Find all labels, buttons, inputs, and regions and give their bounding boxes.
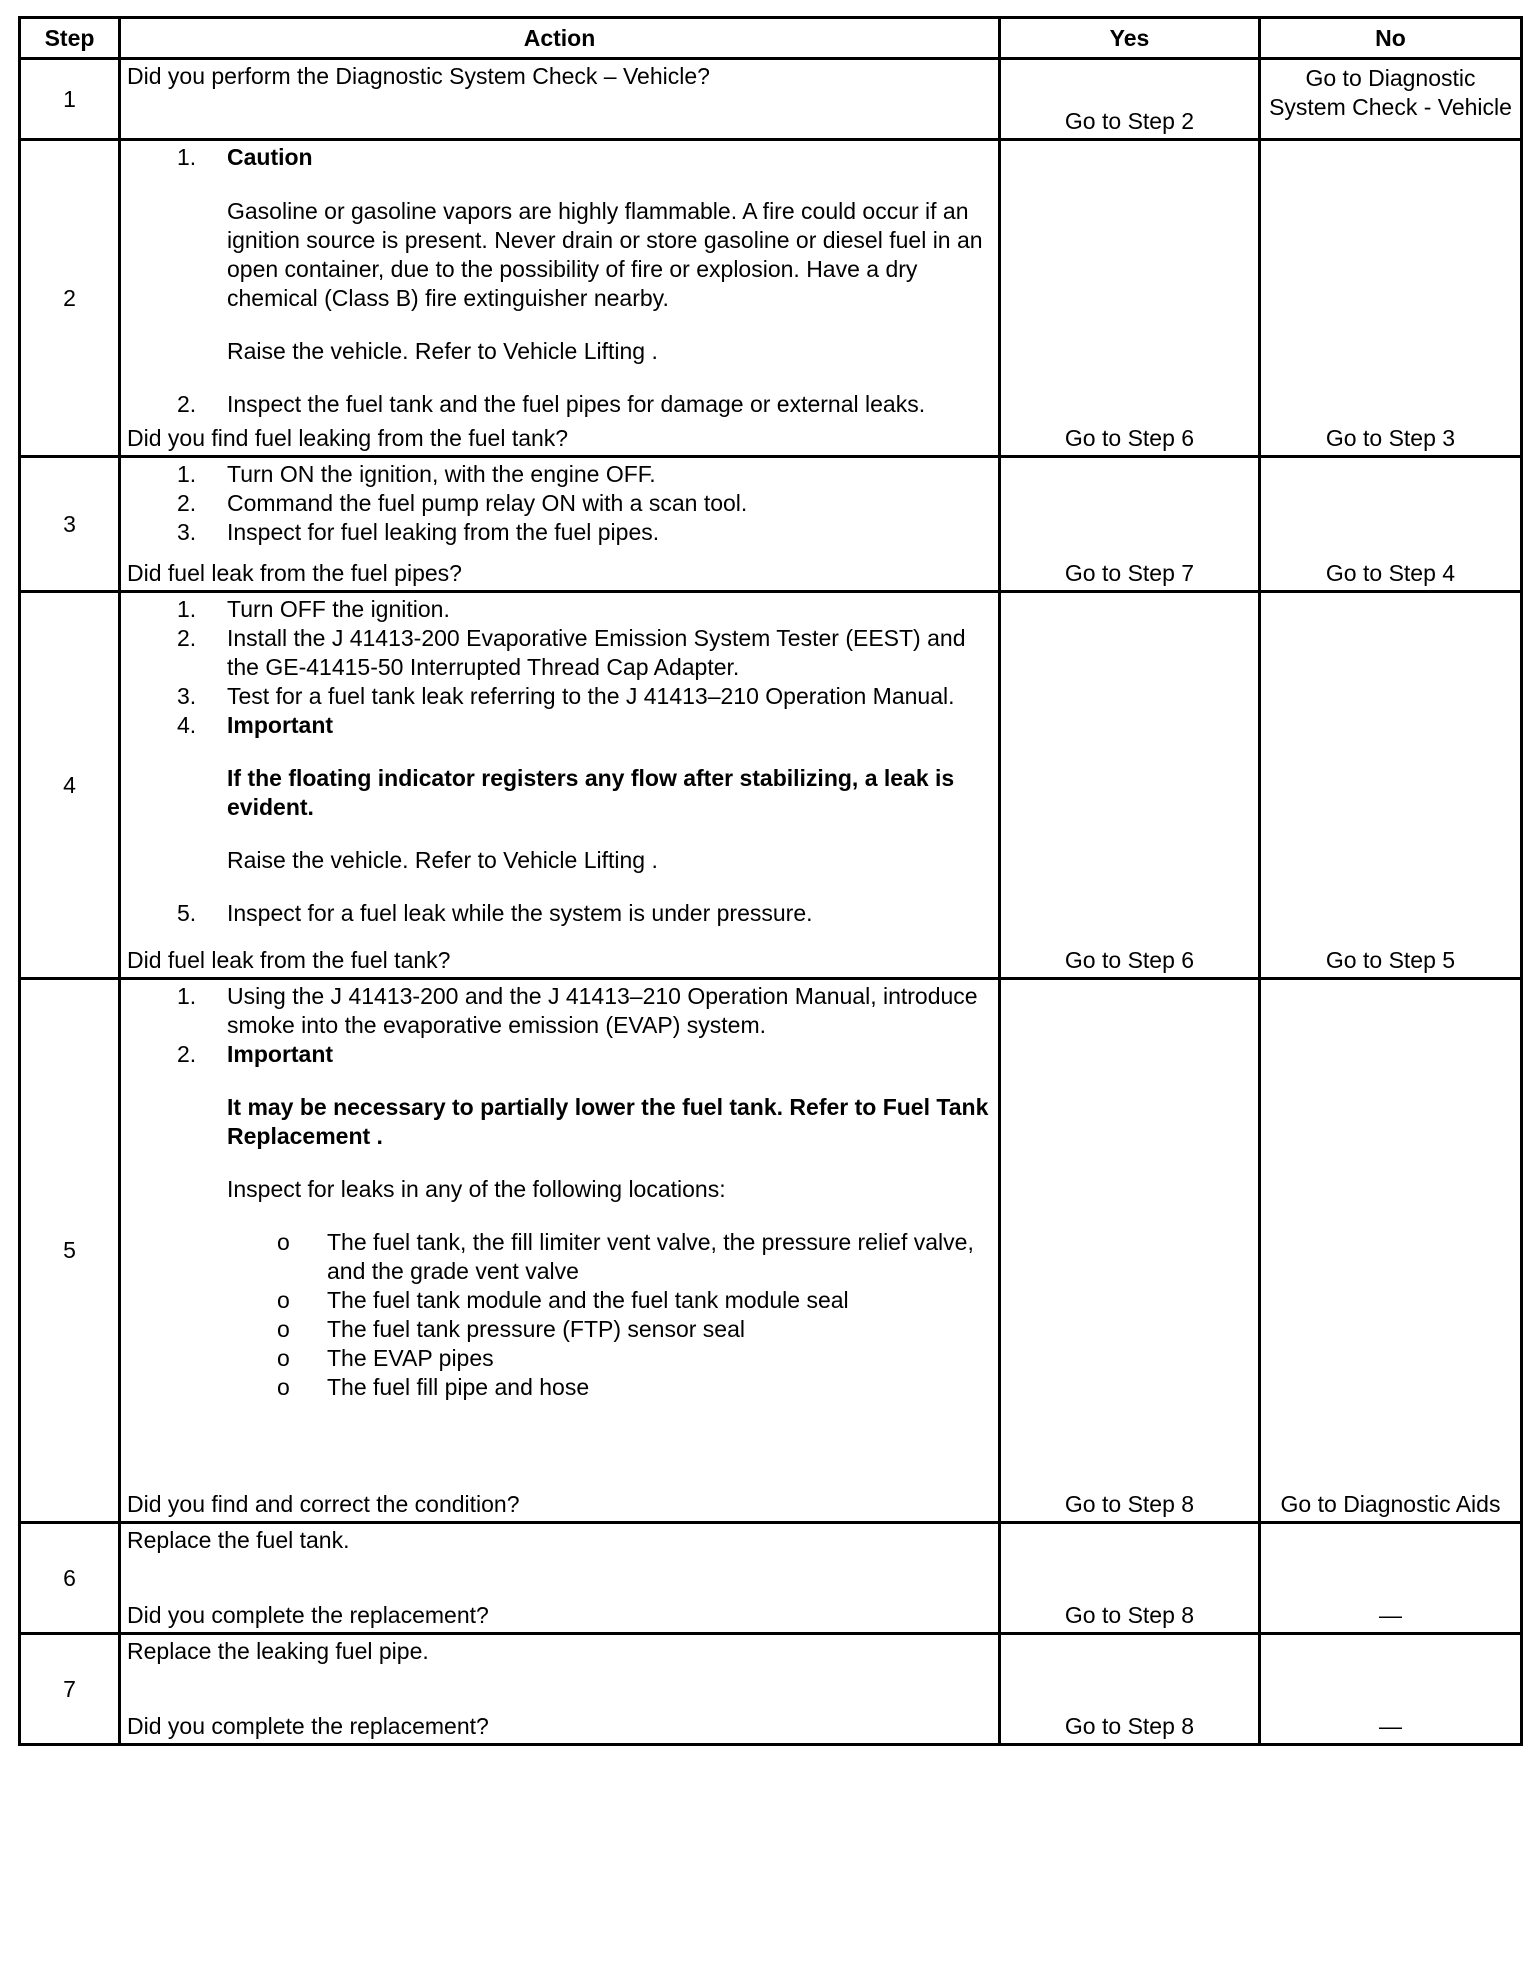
no-text: — <box>1379 1713 1402 1739</box>
item-number: 2. <box>177 1041 197 1067</box>
bullet-icon: o <box>277 1374 290 1400</box>
step-number: 3 <box>20 457 120 592</box>
question-text: Did you find fuel leaking from the fuel tank? <box>127 425 569 451</box>
bullet-icon: o <box>277 1287 290 1313</box>
yes-cell <box>1000 592 1260 979</box>
caution-title: Caution <box>227 144 313 170</box>
yes-text: Go to Step 6 <box>1064 947 1195 973</box>
list-item <box>127 1286 992 1315</box>
header-step: Step <box>20 18 120 59</box>
yes-text: Go to Step 8 <box>1064 1713 1195 1739</box>
instruction-text: Replace the fuel tank. <box>127 1527 350 1553</box>
caution-text: Gasoline or gasoline vapors are highly flammable. A fire could occur if an ignition source is present. Never drain or store gasoline or diesel fuel in an open container, due to the possibility of fire or explosion. Have a dry chemical (Class B) fire extinguisher nearby. <box>227 198 983 311</box>
list-item <box>127 1315 992 1344</box>
table-row <box>20 1523 1522 1634</box>
list-item <box>127 460 992 489</box>
bullet-icon: o <box>277 1345 290 1371</box>
header-no: No <box>1260 18 1522 59</box>
no-text: Go to Step 4 <box>1325 560 1456 586</box>
header-yes: Yes <box>1000 18 1260 59</box>
list-item <box>127 390 992 419</box>
list-item <box>127 1040 992 1402</box>
step-number: 4 <box>20 592 120 979</box>
location-text: The fuel fill pipe and hose <box>327 1374 590 1400</box>
list-item <box>127 624 992 682</box>
item-text: Using the J 41413-200 and the J 41413–210 Operation Manual, introduce smoke into the evaporative emission (EVAP) system. <box>227 983 978 1038</box>
location-list <box>127 1228 992 1402</box>
item-text: Command the fuel pump relay ON with a scan tool. <box>227 490 748 516</box>
location-text: The fuel tank pressure (FTP) sensor seal <box>327 1316 745 1342</box>
yes-cell <box>1000 1523 1260 1634</box>
step-number: 5 <box>20 979 120 1523</box>
item-text: Inspect for a fuel leak while the system is under pressure. <box>227 900 813 926</box>
instruction-text: Replace the leaking fuel pipe. <box>127 1638 429 1664</box>
no-cell <box>1260 592 1522 979</box>
step-number: 2 <box>20 140 120 457</box>
list-item <box>127 1228 992 1286</box>
question-text: Did you complete the replacement? <box>127 1713 489 1739</box>
item-text: Turn ON the ignition, with the engine OFF. <box>227 461 656 487</box>
list-item <box>127 982 992 1040</box>
no-cell <box>1260 140 1522 457</box>
item-text: Raise the vehicle. Refer to Vehicle Lifting . <box>227 847 658 873</box>
bullet-icon: o <box>277 1229 290 1255</box>
no-cell <box>1260 457 1522 592</box>
item-number: 3. <box>177 683 197 709</box>
yes-text: Go to Step 6 <box>1064 425 1195 451</box>
list-item <box>127 595 992 624</box>
list-item <box>127 518 992 547</box>
step-number: 6 <box>20 1523 120 1634</box>
yes-text: Go to Step 7 <box>1064 560 1195 586</box>
table-row <box>20 140 1522 457</box>
location-text: The fuel tank module and the fuel tank module seal <box>327 1287 849 1313</box>
no-text: Go to Step 3 <box>1325 425 1456 451</box>
yes-text: Go to Step 8 <box>1064 1602 1195 1628</box>
yes-cell <box>1000 979 1260 1523</box>
no-cell <box>1260 59 1522 140</box>
important-text: It may be necessary to partially lower the fuel tank. Refer to Fuel Tank Replacement . <box>227 1094 989 1149</box>
no-text: Go to Diagnostic System Check - Vehicle <box>1269 65 1512 120</box>
header-row <box>20 18 1522 59</box>
location-text: The fuel tank, the fill limiter vent valve, the pressure relief valve, and the grade vent valve <box>327 1229 974 1284</box>
item-text: Inspect for fuel leaking from the fuel pipes. <box>227 519 660 545</box>
action-cell <box>120 457 1000 592</box>
item-number: 2. <box>177 625 197 651</box>
list-item <box>127 899 992 928</box>
bullet-icon: o <box>277 1316 290 1342</box>
table-row <box>20 457 1522 592</box>
item-text: Install the J 41413-200 Evaporative Emission System Tester (EEST) and the GE-41415-50 Interrupted Thread Cap Adapter. <box>227 625 966 680</box>
table-row <box>20 1634 1522 1745</box>
action-cell <box>120 1523 1000 1634</box>
item-text: Raise the vehicle. Refer to Vehicle Lifting . <box>227 338 658 364</box>
question-text: Did you perform the Diagnostic System Check – Vehicle? <box>127 63 710 89</box>
table-row <box>20 592 1522 979</box>
item-number: 1. <box>177 596 197 622</box>
important-text: If the floating indicator registers any flow after stabilizing, a leak is evident. <box>227 765 955 820</box>
step-number: 1 <box>20 59 120 140</box>
item-number: 1. <box>177 461 197 487</box>
yes-cell <box>1000 59 1260 140</box>
list-item <box>127 1373 992 1402</box>
item-number: 1. <box>177 983 197 1009</box>
no-text: Go to Diagnostic Aids <box>1280 1491 1501 1517</box>
table-row <box>20 979 1522 1523</box>
no-cell <box>1260 1523 1522 1634</box>
list-item <box>127 682 992 711</box>
yes-cell <box>1000 457 1260 592</box>
no-cell <box>1260 979 1522 1523</box>
yes-text: Go to Step 8 <box>1064 1491 1195 1517</box>
question-text: Did fuel leak from the fuel pipes? <box>127 560 462 586</box>
yes-cell <box>1000 140 1260 457</box>
table-row <box>20 59 1522 140</box>
item-text: Inspect the fuel tank and the fuel pipes for damage or external leaks. <box>227 391 926 417</box>
list-item <box>127 1344 992 1373</box>
no-text: Go to Step 5 <box>1325 947 1456 973</box>
location-text: The EVAP pipes <box>327 1345 494 1371</box>
diagnostic-table <box>18 16 1523 1746</box>
item-number: 4. <box>177 712 197 738</box>
list-item <box>127 711 992 875</box>
item-number: 5. <box>177 900 197 926</box>
item-number: 3. <box>177 519 197 545</box>
list-item <box>127 489 992 518</box>
item-number: 1. <box>177 144 197 170</box>
question-text: Did you complete the replacement? <box>127 1602 489 1628</box>
item-number: 2. <box>177 391 197 417</box>
important-title: Important <box>227 1041 334 1067</box>
action-cell <box>120 592 1000 979</box>
item-text: Turn OFF the ignition. <box>227 596 450 622</box>
action-cell <box>120 59 1000 140</box>
no-cell <box>1260 1634 1522 1745</box>
list-item <box>127 143 992 366</box>
action-cell <box>120 1634 1000 1745</box>
step-number: 7 <box>20 1634 120 1745</box>
important-title: Important <box>227 712 334 738</box>
header-action: Action <box>120 18 1000 59</box>
question-text: Did fuel leak from the fuel tank? <box>127 947 451 973</box>
action-cell <box>120 140 1000 457</box>
item-number: 2. <box>177 490 197 516</box>
yes-cell <box>1000 1634 1260 1745</box>
no-text: — <box>1379 1602 1402 1628</box>
item-text: Inspect for leaks in any of the following locations: <box>227 1176 726 1202</box>
question-text: Did you find and correct the condition? <box>127 1491 520 1517</box>
yes-text: Go to Step 2 <box>1064 108 1195 134</box>
action-cell <box>120 979 1000 1523</box>
item-text: Test for a fuel tank leak referring to the J 41413–210 Operation Manual. <box>227 683 955 709</box>
